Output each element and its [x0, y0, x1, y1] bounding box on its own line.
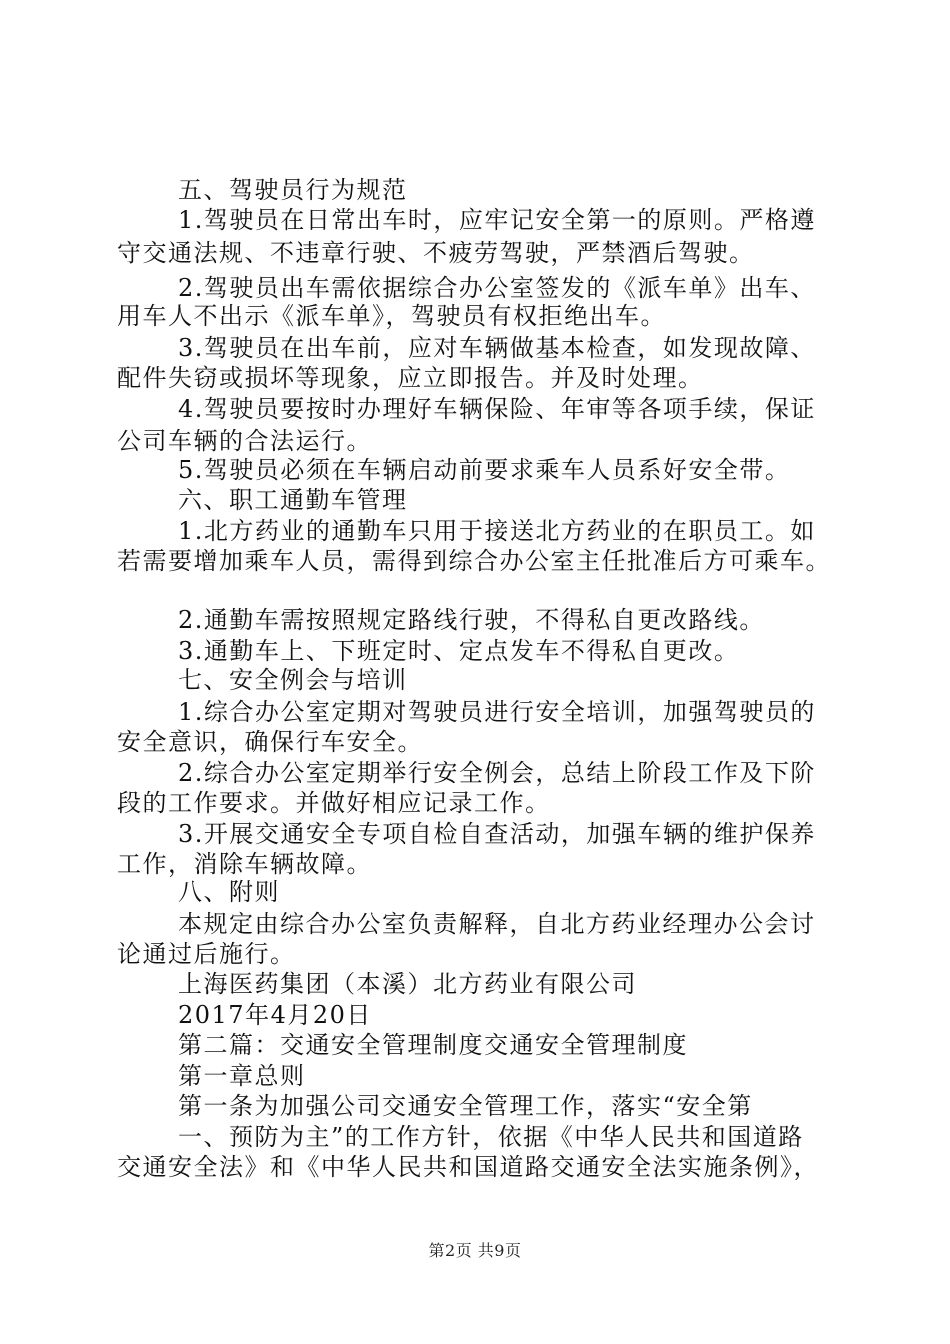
paragraph-line: 论通过后施行。: [117, 940, 296, 968]
paragraph-line: 一、预防为主”的工作方针，依据《中华人民共和国道路: [178, 1123, 804, 1151]
paragraph-line: 2.通勤车需按照规定路线行驶，不得私自更改路线。: [178, 606, 765, 634]
section-heading-5: 五、驾驶员行为规范: [178, 176, 408, 204]
paragraph-line: 1.北方药业的通勤车只用于接送北方药业的在职员工。如: [178, 517, 816, 545]
paragraph-line: 1.驾驶员在日常出车时，应牢记安全第一的原则。严格遵: [178, 206, 816, 234]
paragraph-line: 交通安全法》和《中华人民共和国道路交通安全法实施条例》，: [117, 1153, 819, 1181]
paragraph-line: 工作，消除车辆故障。: [117, 850, 372, 878]
section-heading-7: 七、安全例会与培训: [178, 666, 408, 694]
paragraph-line: 5.驾驶员必须在车辆启动前要求乘车人员系好安全带。: [178, 456, 791, 484]
section-heading-6: 六、职工通勤车管理: [178, 486, 408, 514]
page-footer: 第2页 共9页: [428, 1241, 522, 1260]
paragraph-line: 3.通勤车上、下班定时、定点发车不得私自更改。: [178, 637, 740, 665]
paragraph-line: 用车人不出示《派车单》，驾驶员有权拒绝出车。: [117, 302, 666, 330]
paragraph-line: 3.驾驶员在出车前，应对车辆做基本检查，如发现故障、: [178, 334, 816, 362]
paragraph-line: 1.综合办公室定期对驾驶员进行安全培训，加强驾驶员的: [178, 698, 816, 726]
paragraph-line: 本规定由综合办公室负责解释，自北方药业经理办公会讨: [178, 910, 816, 938]
paragraph-line: 第一条为加强公司交通安全管理工作，落实“安全第: [178, 1092, 753, 1120]
chapter-title: 第一章总则: [178, 1062, 306, 1090]
company-name: 上海医药集团（本溪）北方药业有限公司: [178, 970, 637, 998]
section-heading-8: 八、附则: [178, 878, 280, 906]
paragraph-line: 公司车辆的合法运行。: [117, 427, 372, 455]
paragraph-line: 2.综合办公室定期举行安全例会，总结上阶段工作及下阶: [178, 759, 816, 787]
part-title: 第二篇：交通安全管理制度交通安全管理制度: [178, 1031, 688, 1059]
paragraph-line: 安全意识，确保行车安全。: [117, 728, 423, 756]
paragraph-line: 2.驾驶员出车需依据综合办公室签发的《派车单》出车、: [178, 274, 816, 302]
paragraph-line: 段的工作要求。并做好相应记录工作。: [117, 789, 551, 817]
paragraph-line: 3.开展交通安全专项自检自查活动，加强车辆的维护保养: [178, 820, 816, 848]
paragraph-line: 4.驾驶员要按时办理好车辆保险、年审等各项手续，保证: [178, 395, 816, 423]
paragraph-line: 配件失窃或损坏等现象，应立即报告。并及时处理。: [117, 364, 704, 392]
paragraph-line: 守交通法规、不违章行驶、不疲劳驾驶，严禁酒后驾驶。: [117, 239, 755, 267]
document-date: 2017年4月20日: [178, 1001, 372, 1029]
paragraph-line: 若需要增加乘车人员，需得到综合办公室主任批准后方可乘车。: [117, 547, 831, 575]
